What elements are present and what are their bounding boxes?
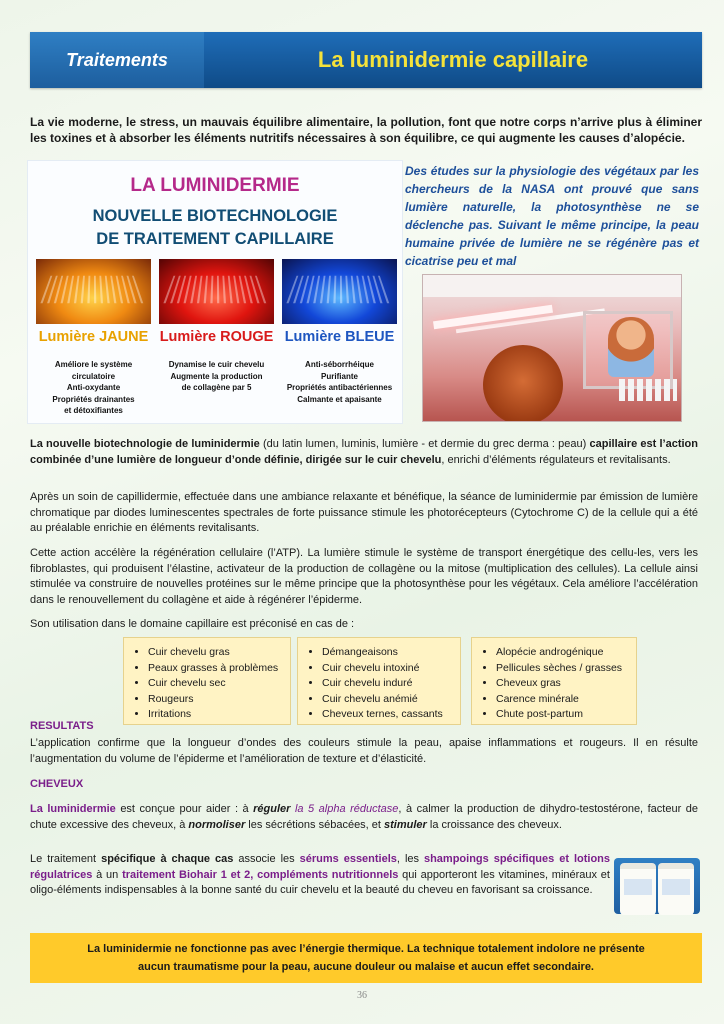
cheveux-paragraph-2: Le traitement spécifique à chaque cas associe les sérums essentiels, les shampoings spécifiques et lotions régulatrices à un traitement Biohair 1 et 2, compléments nutritionnels qui apporteront les vitamines, minéraux et oligo-éléments indispensables à la bonne santé du cuir chevelu et la beauté du cheveu en favorisant sa croissance. — [30, 853, 610, 897]
list-item: • Pellicules sèches / grasses — [496, 661, 636, 677]
promo-subtitle: NOUVELLE BIOTECHNOLOGIE DE TRAITEMENT CAPILLAIRE — [92, 207, 338, 248]
usage-intro: Son utilisation dans le domaine capillaire est préconisé en cas de : — [30, 618, 355, 630]
nasa-quote: Des études sur la physiologie des végétaux par les chercheurs de la NASA ont prouvé que sans lumière naturelle, la photosynthèse ne se déclenche pas. Suivant le même principe, la peau humaine privée de lumière ne se régénère pas et cicatrise peu et mal — [405, 164, 699, 268]
list-item: • Démangeaisons — [322, 645, 460, 661]
red-light-panel — [159, 259, 274, 324]
list-item: • Peaux grasses à problèmes — [148, 661, 290, 677]
session-paragraph: Après un soin de capillidermie, effectuée dans une ambiance relaxante et bénéfique, la séance de luminidermie par émission de lumière chromatique par diodes luminescentes spectrales de forte puissance stimule les photorécepteurs (Cytochrome C) de la cellule qui a été au préalable enrichie en éléments revitalisants. — [30, 491, 698, 535]
list-item: • Chute post-partum — [496, 707, 636, 723]
red-light-label: Lumière ROUGE — [159, 329, 274, 345]
list-item: • Cuir chevelu anémié — [322, 692, 460, 708]
section-label: Traitements — [30, 32, 204, 88]
resultats-paragraph: L’application confirme que la longueur d’ondes des couleurs stimule la peau, apaise inflammations et rougeurs. Il en résulte l’augmentation du volume de l’épiderme et l’amélioration de texture et d’élasticité. — [30, 737, 698, 765]
yellow-light-label: Lumière JAUNE — [38, 329, 149, 345]
action-paragraph: Cette action accélère la régénération cellulaire (l’ATP). La lumière stimule le système de transport énergétique des cellu-les, vers les fibroblastes, qui produisent l’élastine, activateur de la production de collagène ou la mitose (multiplication des cellules). La cellule ainsi stimulée va construire de nouvelles protéines sur le même principe que la photosynthèse pour les végétaux. Cela améliore l’accélération dans le renouvellement du collagène et aide à régénérer l’épiderme. — [30, 547, 698, 606]
luminidermie-promo-image — [27, 160, 403, 424]
blue-light-panel — [282, 259, 397, 324]
list-item: • Alopécie androgénique — [496, 645, 636, 661]
biohair-product-image — [614, 858, 700, 914]
yellow-light-description: Améliore le système circulatoire Anti-oxydante Propriétés drainantes et détoxifiantes — [52, 360, 135, 415]
product-jar — [658, 863, 694, 915]
page-title: La luminidermie capillaire — [204, 32, 702, 88]
blue-light-label: Lumière BLEUE — [284, 329, 395, 345]
intro-paragraph: La vie moderne, le stress, un mauvais équilibre alimentaire, la pollution, font que notre corps n’arrive plus à éliminer les toxines et à absorber les éléments nutritifs nécessaires à son équilibre, ce qui augmente les causes d’alopécie. — [30, 115, 702, 145]
indications-column-3 — [471, 637, 637, 725]
cheveux-paragraph-1: La luminidermie est conçue pour aider : à réguler la 5 alpha réductase, à calmer la production de dihydro-testostérone, facteur de chute excessive des cheveux, à normoliser les sécrétions sébacées, et stimuler la croissance des cheveux. — [30, 803, 698, 831]
list-item: • Cheveux ternes, cassants — [322, 707, 460, 723]
footer-notice: La luminidermie ne fonctionne pas avec l’énergie thermique. La technique totalement indolore ne présente aucun traumatisme pour la peau, aucune douleur ou malaise et aucun effet secondaire. — [30, 933, 702, 983]
promo-title: LA LUMINIDERMIE — [130, 175, 300, 196]
list-item: • Cuir chevelu sec — [148, 676, 290, 692]
indications-column-1 — [123, 637, 291, 725]
indications-lists — [123, 637, 635, 723]
product-jar — [620, 863, 656, 915]
list-item: • Cuir chevelu induré — [322, 676, 460, 692]
red-light-description: Dynamise le cuir chevelu Augmente la production de collagène par 5 — [168, 360, 265, 392]
salon-treatment-photo — [422, 274, 682, 422]
page-number: 36 — [357, 990, 367, 1001]
list-item: • Carence minérale — [496, 692, 636, 708]
resultats-heading: RESULTATS — [30, 720, 94, 732]
definition-paragraph: La nouvelle biotechnologie de luminidermie (du latin lumen, luminis, lumière - et dermie du grec derma : peau) capillaire est l’action combinée d’une lumière de longueur d’onde définie, dirigée sur le cuir chevelu, enrichi d’éléments régulateurs et revitalisants. — [30, 438, 698, 466]
list-item: • Cuir chevelu gras — [148, 645, 290, 661]
indications-column-2 — [297, 637, 461, 725]
list-item: • Rougeurs — [148, 692, 290, 708]
blue-light-description: Anti-séborrhéique Purifiante Propriétés antibactériennes Calmante et apaisante — [286, 360, 393, 404]
yellow-light-panel — [36, 259, 151, 324]
cheveux-heading: CHEVEUX — [30, 778, 84, 790]
list-item: • Cuir chevelu intoxiné — [322, 661, 460, 677]
page-header — [30, 32, 702, 88]
list-item: • Cheveux gras — [496, 676, 636, 692]
list-item: • Irritations — [148, 707, 290, 723]
